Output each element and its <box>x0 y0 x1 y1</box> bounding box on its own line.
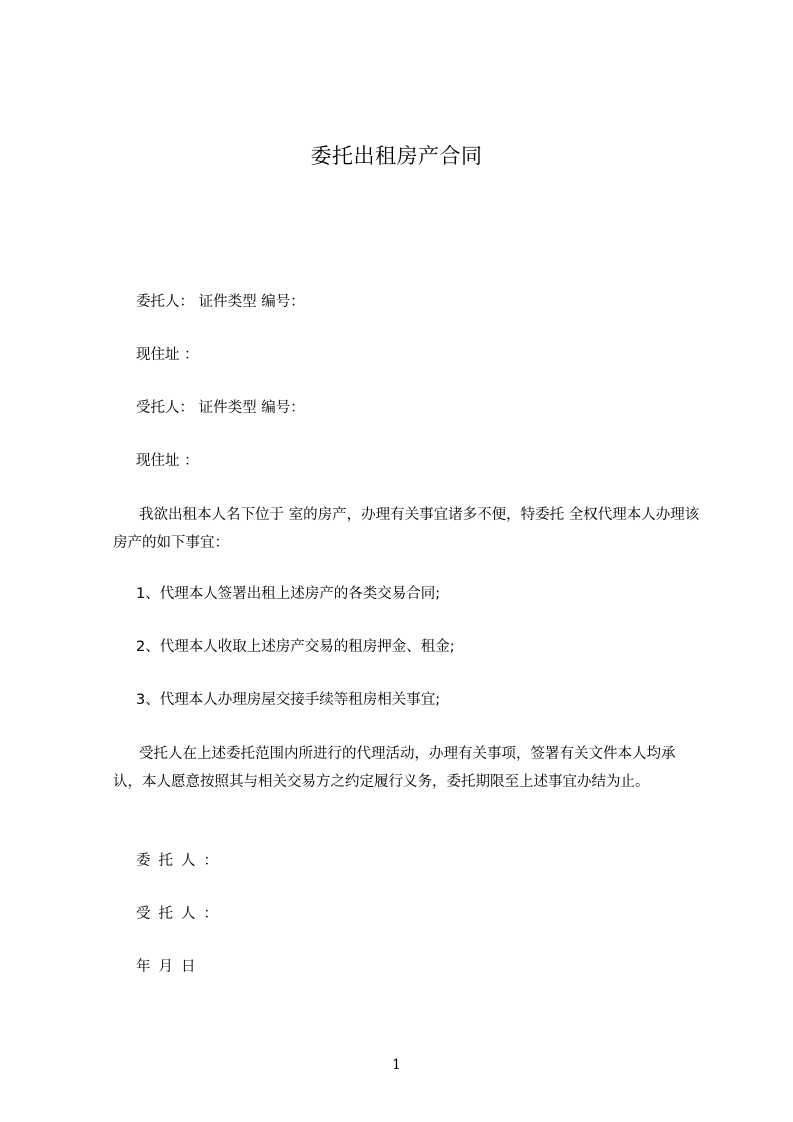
principal-info-line: 委托人： 证件类型 编号： <box>136 294 305 310</box>
document-title: 委托出租房产合同 <box>310 144 483 168</box>
list-item-1: 1、代理本人签署出租上述房产的各类交易合同; <box>136 586 441 602</box>
intro-paragraph: 我欲出租本人名下位于 室的房产，办理有关事宜诸多不便，特委托 全权代理本人办理该房产的如下事宜： <box>113 507 700 551</box>
page-number: 1 <box>392 1057 401 1073</box>
list-item-3: 3、代理本人办理房屋交接手续等租房相关事宜; <box>136 692 441 708</box>
agent-address-line: 现住址 ： <box>136 453 199 469</box>
list-item-2: 2、代理本人收取上述房产交易的租房押金、租金; <box>136 639 455 655</box>
agent-info-line: 受托人： 证件类型 编号： <box>136 400 305 416</box>
signature-principal: 委托人： <box>136 853 226 869</box>
principal-address-line: 现住址 ： <box>136 347 199 363</box>
closing-paragraph: 受托人在上述委托范围内所进行的代理活动，办理有关事项，签署有关文件本人均承认，本人愿意按照其与相关交易方之约定履行义务，委托期限至上述事宜办结为止。 <box>113 746 676 790</box>
date-line: 年月日 <box>136 959 204 975</box>
signature-agent: 受托人： <box>136 906 226 922</box>
